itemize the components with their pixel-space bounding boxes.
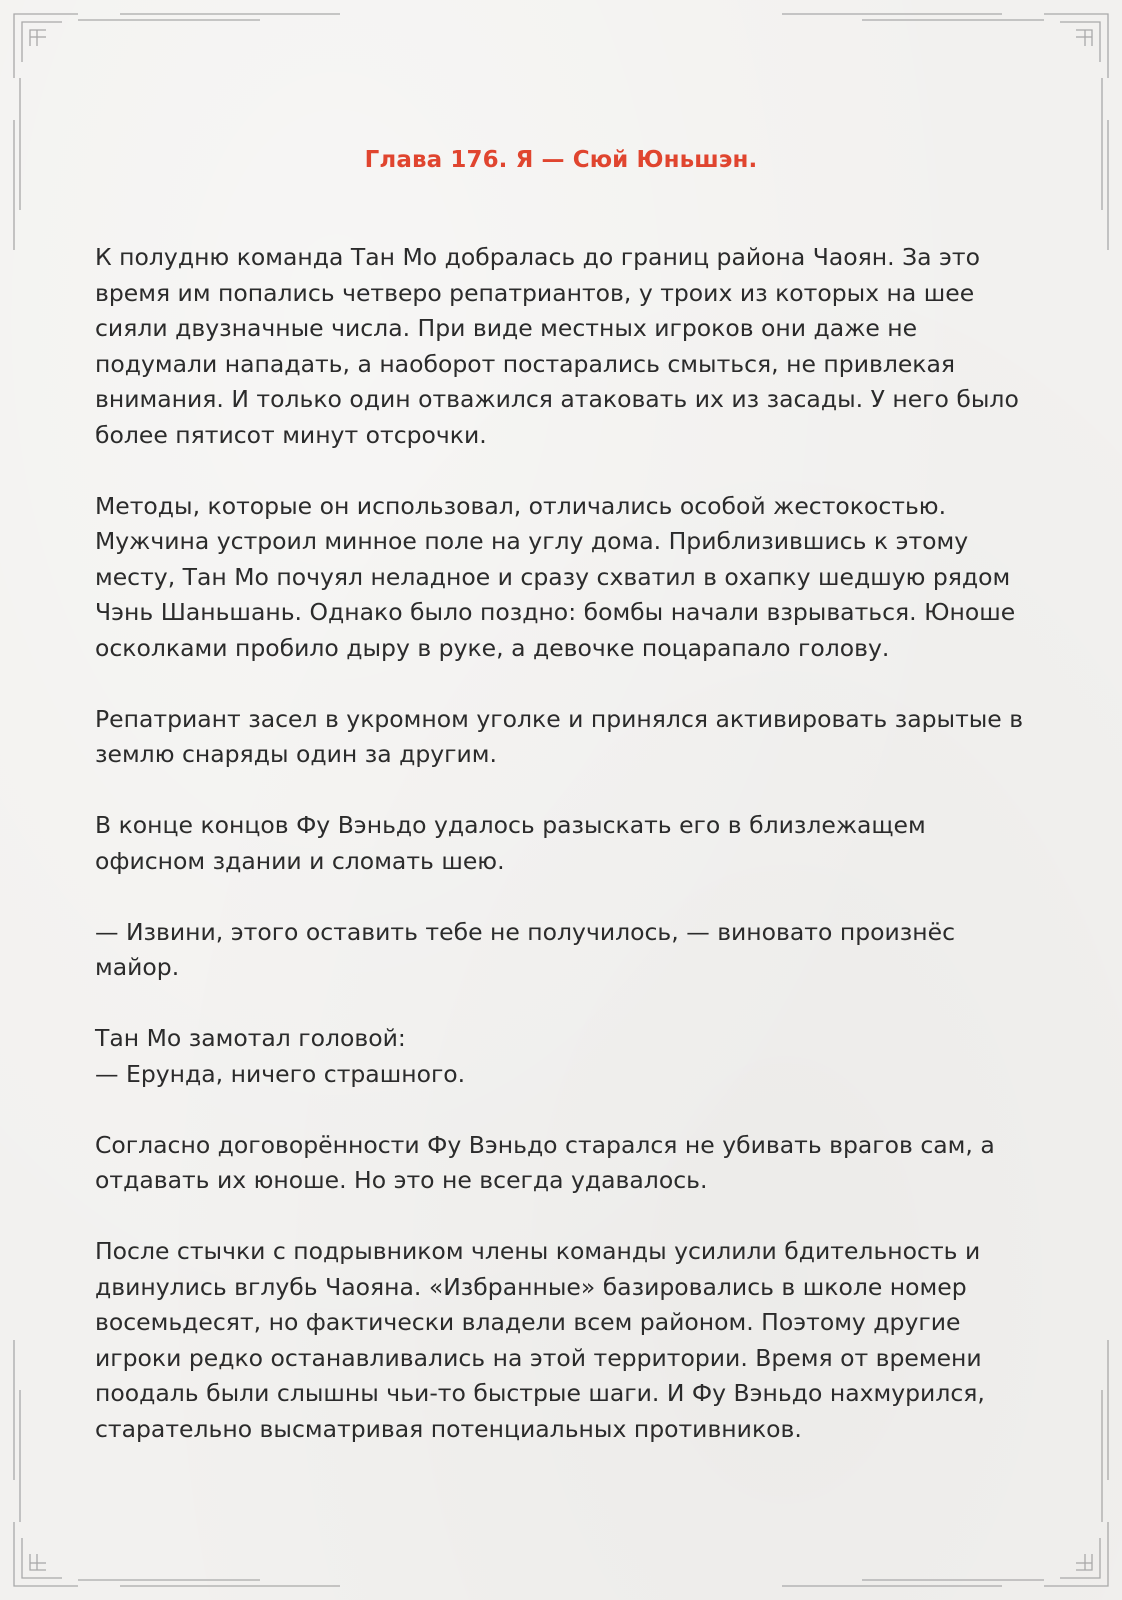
text-line: поодаль были слышны чьи-то быстрые шаги. И Фу Вэньдо нахмурился, xyxy=(95,1379,985,1407)
text-line: двинулись вглубь Чаояна. «Избранные» базировались в школе номер xyxy=(95,1272,967,1301)
text-line: После стычки с подрывником члены команды усилили бдительность и xyxy=(95,1237,981,1265)
paragraph xyxy=(95,489,1030,667)
text-line: В конце концов Фу Вэньдо удалось разыскать его в близлежащем xyxy=(95,811,926,839)
corner-ornament-top-right xyxy=(782,14,1108,250)
text-line: внимания. И только один отважился атаковать их из засады. У него было xyxy=(95,385,1019,413)
text-line: подумали нападать, а наоборот постарались смыться, не привлекая xyxy=(95,349,956,378)
chapter-body xyxy=(95,240,1030,1483)
text-line: более пятисот минут отсрочки. xyxy=(95,420,487,449)
text-line: отдавать их юноше. Но это не всегда удавалось. xyxy=(95,1166,708,1194)
paragraph xyxy=(95,808,1030,879)
corner-ornament-top-left xyxy=(14,14,340,250)
text-line: Методы, которые он использовал, отличались особой жестокостью. xyxy=(95,491,947,520)
text-line: К полудню команда Тан Мо добралась до границ района Чаоян. За это xyxy=(95,243,980,271)
text-line: Репатриант засел в укромном уголке и принялся активировать зарытые в xyxy=(95,704,1024,733)
text-line: офисном здании и сломать шею. xyxy=(95,846,505,875)
text-line: сияли двузначные числа. При виде местных игроков они даже не xyxy=(95,314,918,342)
text-line: Мужчина устроил минное поле на углу дома. Приблизившись к этому xyxy=(95,527,969,555)
text-line: — Извини, этого оставить тебе не получилось, — виновато произнёс xyxy=(95,917,956,946)
paragraph xyxy=(95,1234,1030,1447)
text-line: землю снаряды один за другим. xyxy=(95,740,497,768)
paragraph xyxy=(95,915,1030,986)
text-line: осколками пробило дыру в руке, а девочке поцарапало голову. xyxy=(95,633,890,662)
paragraph xyxy=(95,702,1030,773)
text-line: Тан Мо замотал головой: xyxy=(95,1024,406,1052)
text-line: восемьдесят, но фактически владели всем районом. Поэтому другие xyxy=(95,1308,961,1336)
text-line: время им попались четверо репатриантов, у троих из которых на шее xyxy=(95,278,975,307)
text-line: игроки редко останавливались на этой территории. Время от времени xyxy=(95,1343,982,1372)
paragraph xyxy=(95,1128,1030,1199)
chapter-title: Глава 176. Я — Сюй Юньшэн. xyxy=(364,147,758,173)
text-line: — Ерунда, ничего страшного. xyxy=(95,1059,466,1088)
paragraph xyxy=(95,240,1030,453)
text-line: майор. xyxy=(95,953,180,981)
text-line: старательно высматривая потенциальных противников. xyxy=(95,1414,802,1443)
text-line: Чэнь Шаньшань. Однако было поздно: бомбы начали взрываться. Юноше xyxy=(95,598,1016,626)
text-line: Согласно договорённости Фу Вэньдо старался не убивать врагов сам, а xyxy=(95,1130,995,1159)
paragraph xyxy=(95,1021,1030,1092)
text-line: месту, Тан Мо почуял неладное и сразу схватил в охапку шедшую рядом xyxy=(95,562,1011,591)
